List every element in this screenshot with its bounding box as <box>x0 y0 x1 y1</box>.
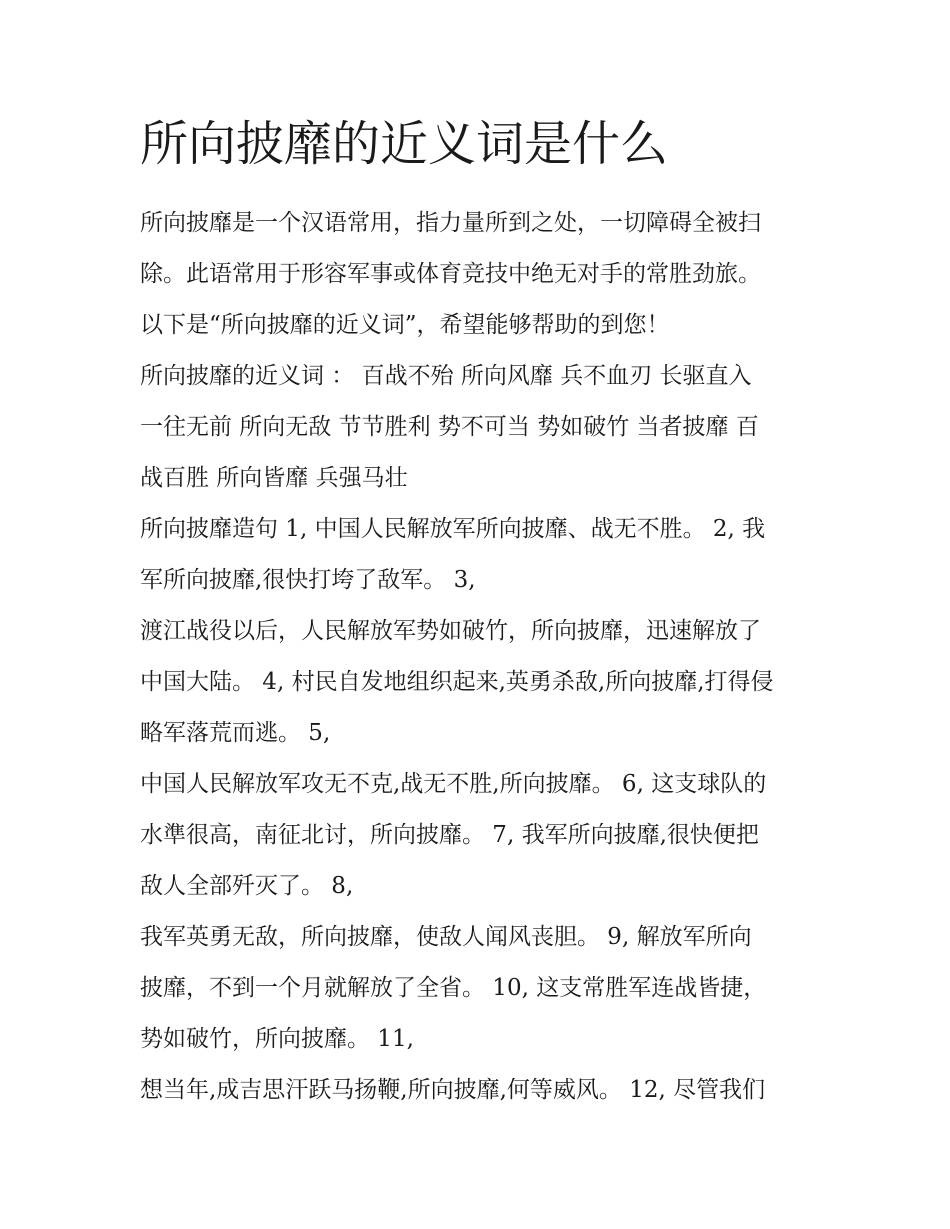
text-line: 所向披靡的近义词 ： 百战不殆 所向风靡 兵不血刃 长驱直入 <box>140 363 752 389</box>
text-line: 中国人民解放军攻无不克,战无不胜,所向披靡。 6, 这支球队的 <box>140 771 767 797</box>
text-line: 除。此语常用于形容军事或体育竞技中绝无对手的常胜劲旅。 <box>140 261 761 287</box>
text-line: 一往无前 所向无敌 节节胜利 势不可当 势如破竹 当者披靡 百 <box>140 414 759 440</box>
document-body <box>140 198 820 1116</box>
text-line: 敌人全部歼灭了。 8, <box>140 873 354 899</box>
text-line: 想当年,成吉思汗跃马扬鞭,所向披靡,何等威风。 12, 尽管我们 <box>140 1077 766 1103</box>
text-line: 所向披靡是一个汉语常用，指力量所到之处，一切障碍全被扫 <box>140 210 761 236</box>
text-line: 水準很高，南征北讨，所向披靡。 7, 我军所向披靡,很快便把 <box>140 822 759 848</box>
text-line: 略军落荒而逃。 5, <box>140 720 331 746</box>
text-line: 以下是“所向披靡的近义词”，希望能够帮助的到您！ <box>140 312 670 338</box>
text-line: 中国大陆。 4, 村民自发地组织起来,英勇杀敌,所向披靡,打得侵 <box>140 669 774 695</box>
page-title: 所向披靡的近义词是什么 <box>140 116 669 172</box>
text-line: 渡江战役以后，人民解放军势如破竹，所向披靡，迅速解放了 <box>140 618 761 644</box>
text-line: 我军英勇无敌，所向披靡，使敌人闻风丧胆。 9, 解放军所向 <box>140 924 752 950</box>
text-line: 所向披靡造句 1, 中国人民解放军所向披靡、战无不胜。 2, 我 <box>140 516 766 542</box>
text-line: 披靡，不到一个月就解放了全省。 10, 这支常胜军连战皆捷， <box>140 975 767 1001</box>
text-line: 战百胜 所向皆靡 兵强马壮 <box>140 465 408 491</box>
text-line: 势如破竹，所向披靡。 11, <box>140 1026 414 1052</box>
text-line: 军所向披靡,很快打垮了敌军。 3, <box>140 567 476 593</box>
